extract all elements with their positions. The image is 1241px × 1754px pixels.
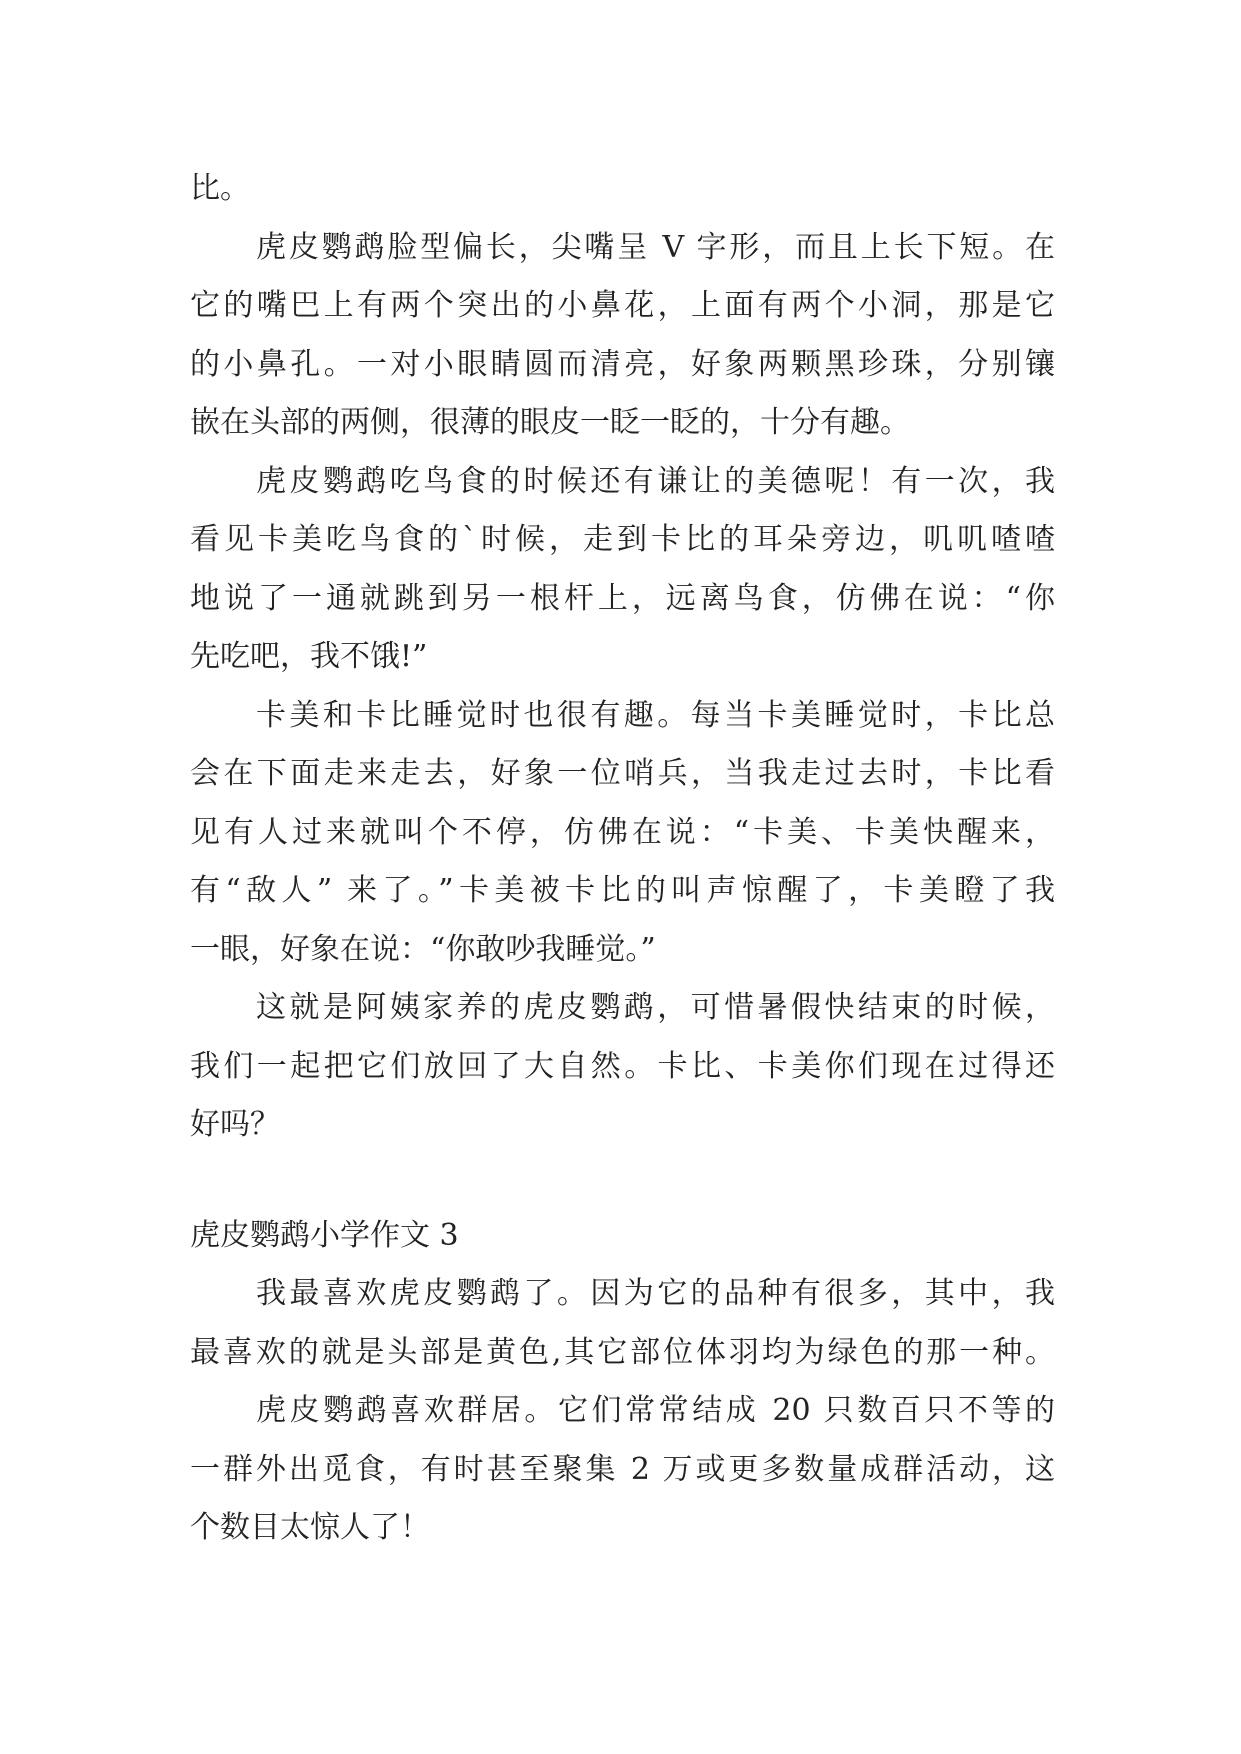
text-line: 虎皮鹦鹉脸型偏长，尖嘴呈 V 字形，而且上长下短。在 bbox=[256, 229, 1055, 265]
text-line: 我最喜欢虎皮鹦鹉了。因为它的品种有很多，其中，我 bbox=[256, 1276, 1055, 1311]
text-line: 我们一起把它们放回了大自然。卡比、卡美你们现在过得还 bbox=[190, 1048, 1055, 1084]
document-page bbox=[190, 160, 1055, 1558]
section-heading: 虎皮鹦鹉小学作文 3 bbox=[190, 1217, 459, 1253]
text-line: 个数目太惊人了！ bbox=[190, 1510, 430, 1545]
text-line: 虎皮鹦鹉吃鸟食的时候还有谦让的美德呢！有一次，我 bbox=[256, 463, 1055, 499]
text-line: 虎皮鹦鹉喜欢群居。它们常常结成 20 只数百只不等的 bbox=[256, 1393, 1055, 1428]
section-spacer bbox=[190, 1155, 1055, 1207]
text-line: 先吃吧，我不饿!” bbox=[190, 639, 428, 674]
text-line: 卡美和卡比睡觉时也很有趣。每当卡美睡觉时，卡比总 bbox=[256, 697, 1055, 733]
text-line: 地说了一通就跳到另一根杆上，远离鸟食，仿佛在说：“你 bbox=[190, 580, 1055, 616]
text-line: 最喜欢的就是头部是黄色,其它部位体羽均为绿色的那一种。 bbox=[190, 1334, 1055, 1370]
text-line: 一群外出觅食，有时甚至聚集 2 万或更多数量成群活动，这 bbox=[190, 1451, 1055, 1487]
text-line: 会在下面走来走去，好象一位哨兵，当我走过去时，卡比看 bbox=[190, 756, 1055, 791]
text-line: 嵌在头部的两侧，很薄的眼皮一眨一眨的，十分有趣。 bbox=[190, 405, 910, 440]
text-line: 的小鼻孔。一对小眼睛圆而清亮，好象两颗黑珍珠，分别镶 bbox=[190, 346, 1055, 382]
text-line: 见有人过来就叫个不停，仿佛在说：“卡美、卡美快醒来， bbox=[190, 814, 1055, 850]
text-line: 一眼，好象在说：“你敢吵我睡觉。” bbox=[190, 931, 656, 967]
text-line: 比。 bbox=[190, 171, 250, 206]
text-line: 看见卡美吃鸟食的`时候，走到卡比的耳朵旁边，叽叽喳喳 bbox=[190, 522, 1055, 557]
text-line: 好吗？ bbox=[190, 1107, 280, 1142]
text-line: 这就是阿姨家养的虎皮鹦鹉，可惜暑假快结束的时候， bbox=[256, 990, 1055, 1025]
text-line: 有“敌人” 来了。”卡美被卡比的叫声惊醒了，卡美瞪了我 bbox=[190, 873, 1055, 908]
text-line: 它的嘴巴上有两个突出的小鼻花，上面有两个小洞，那是它 bbox=[190, 288, 1055, 323]
